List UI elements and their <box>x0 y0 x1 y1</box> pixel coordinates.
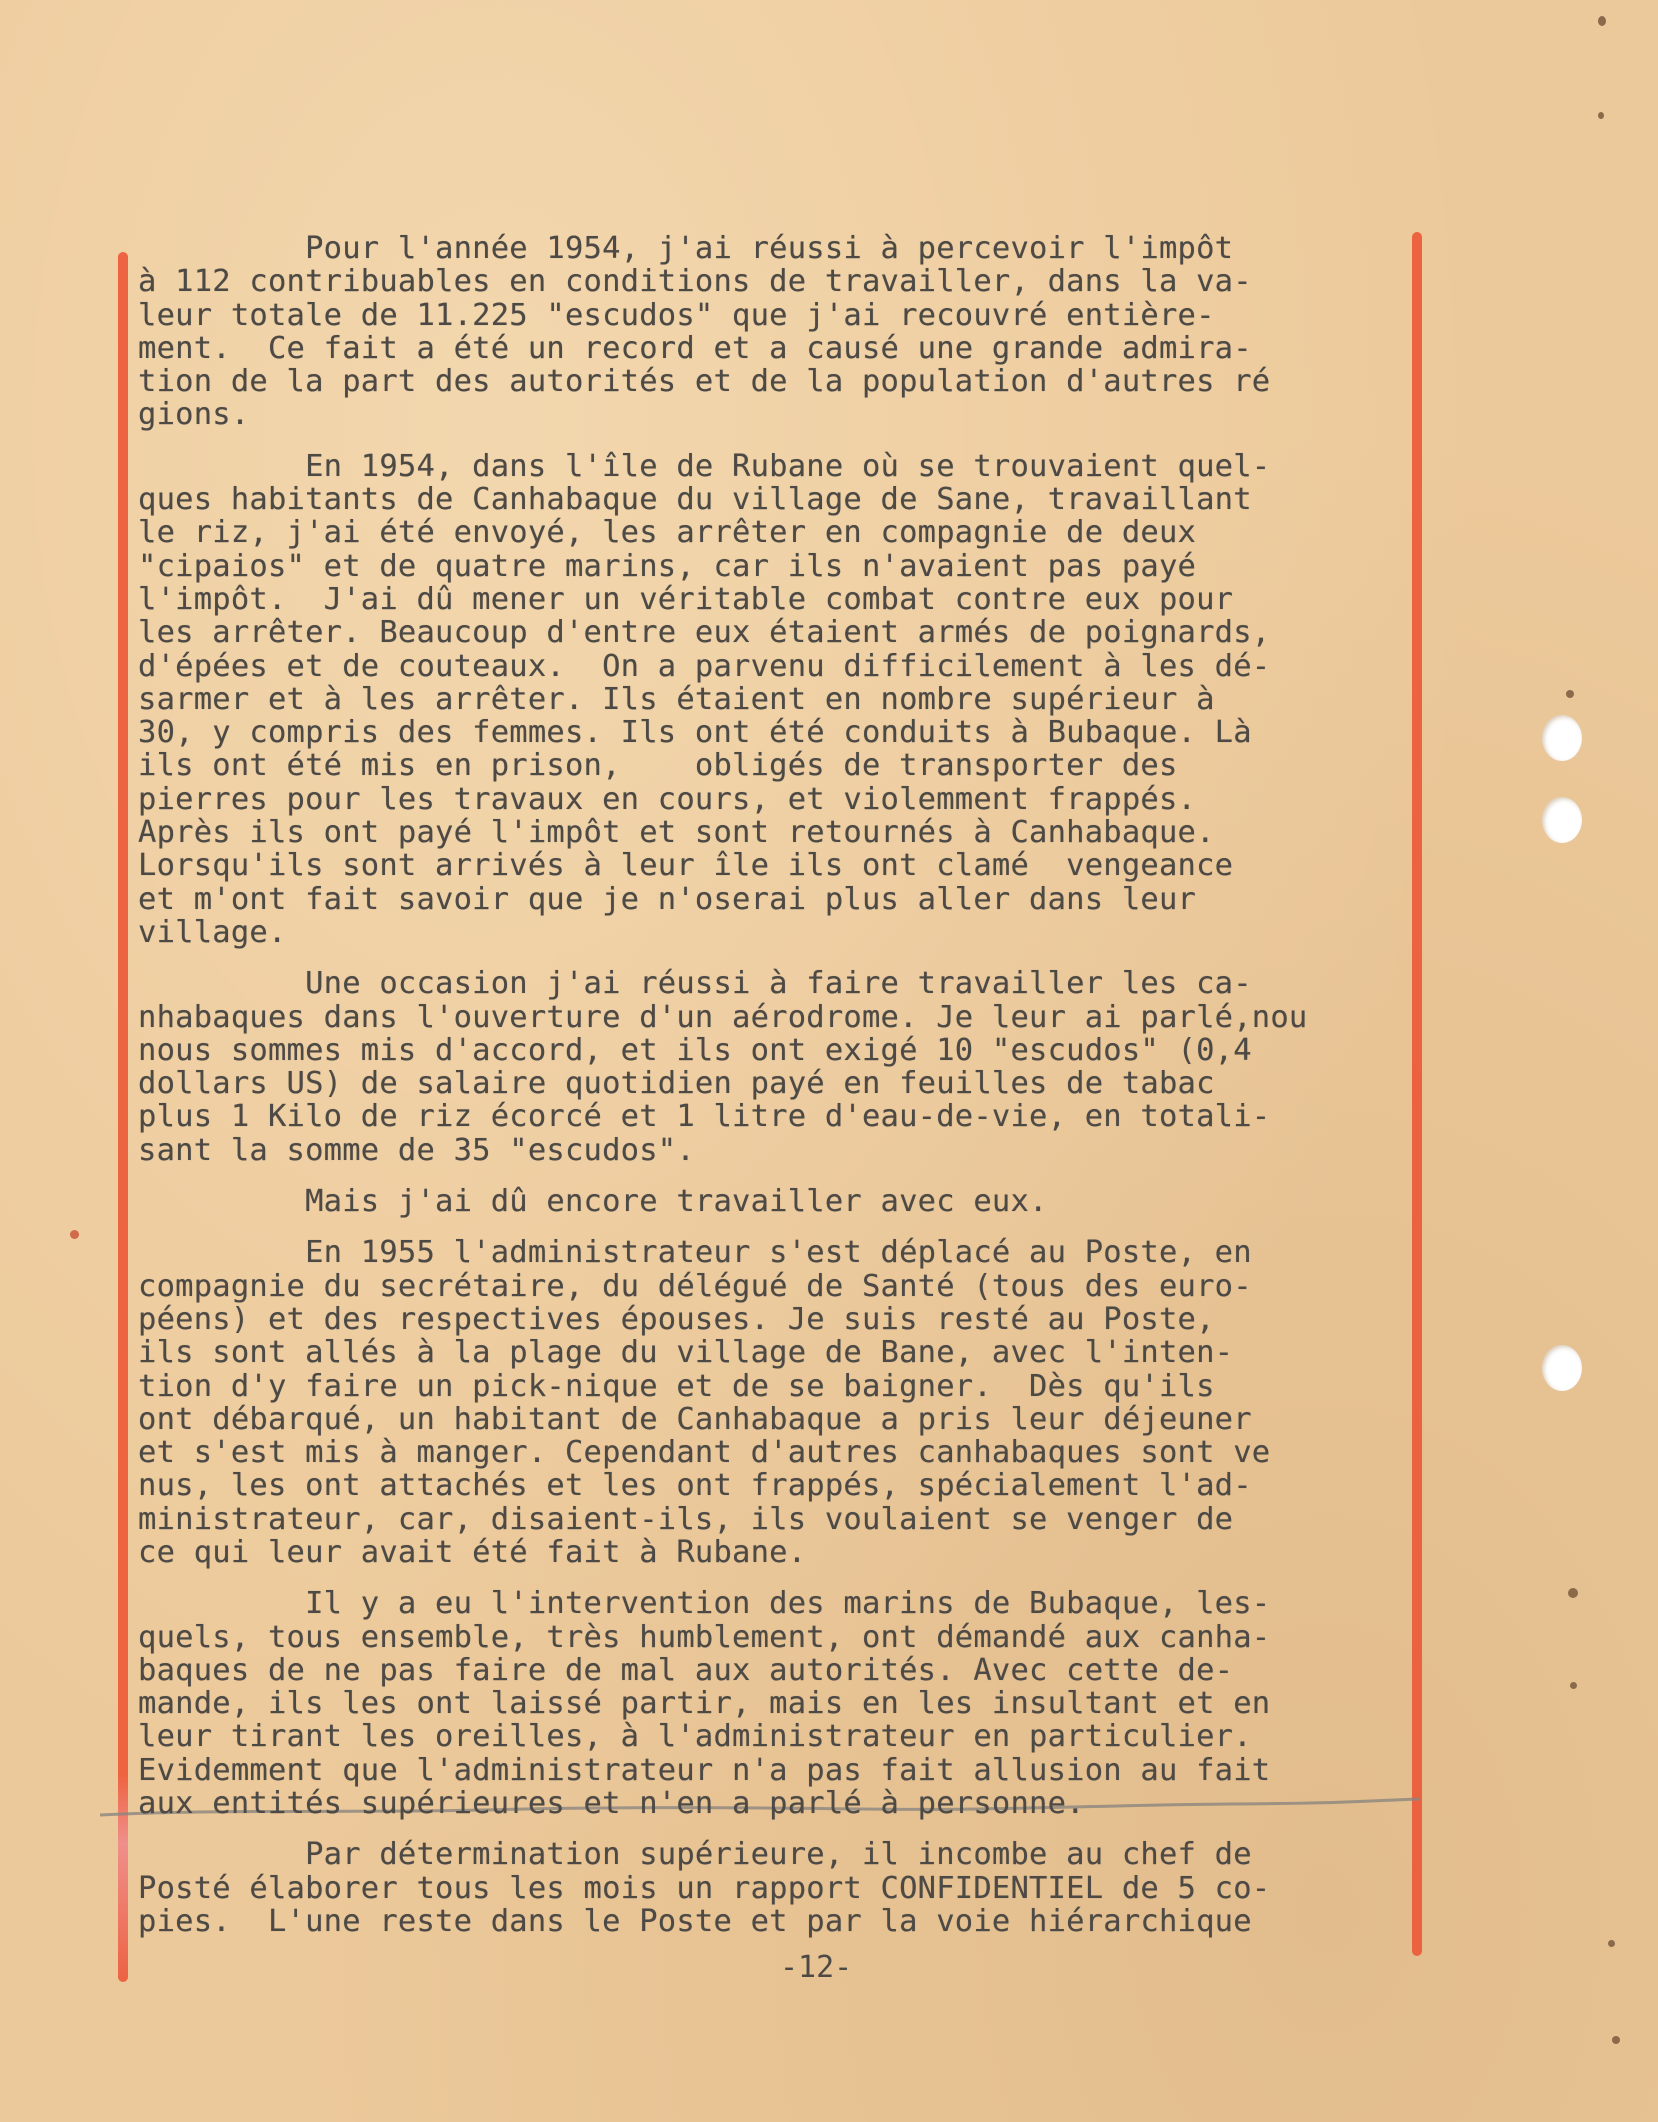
text-line: Après ils ont payé l'impôt et sont retournés à Canhabaque. <box>138 815 1215 851</box>
paragraph-gap <box>138 1167 1408 1185</box>
left-margin-line <box>118 252 128 1982</box>
paragraph <box>138 1185 1408 1218</box>
text-line: ques habitants de Canhabaque du village de Sane, travaillant <box>138 482 1252 518</box>
text-line: village. <box>138 914 287 950</box>
paragraph-gap <box>138 432 1408 450</box>
text-line: aux entités supérieures et n'en a parlé à personne. <box>138 1786 1085 1822</box>
paper-speck <box>1568 1588 1578 1598</box>
paragraph <box>138 450 1408 949</box>
text-line: pies. L'une reste dans le Poste et par la voie hiérarchique <box>138 1903 1252 1939</box>
text-line: d'épées et de couteaux. On a parvenu difficilement à les dé- <box>138 648 1271 684</box>
text-line: En 1955 l'administrateur s'est déplacé au Poste, en <box>138 1235 1252 1271</box>
text-line: "cipaios" et de quatre marins, car ils n'avaient pas payé <box>138 548 1197 584</box>
text-line: nous sommes mis d'accord, et ils ont exigé 10 "escudos" (0,4 <box>138 1032 1252 1068</box>
text-line: dollars US) de salaire quotidien payé en feuilles de tabac <box>138 1066 1215 1102</box>
paragraph-gap <box>138 949 1408 967</box>
text-line: tion de la part des autorités et de la population d'autres ré <box>138 364 1271 400</box>
text-line: ce qui leur avait été fait à Rubane. <box>138 1534 807 1570</box>
text-line: Par détermination supérieure, il incombe au chef de <box>138 1837 1252 1873</box>
paragraph-gap <box>138 1218 1408 1236</box>
paper-speck <box>1608 1940 1615 1947</box>
text-line: sant la somme de 35 "escudos". <box>138 1132 695 1168</box>
text-line: gions. <box>138 397 250 433</box>
text-line: tion d'y faire un pick-nique et de se baigner. Dès qu'ils <box>138 1368 1215 1404</box>
text-line: ont débarqué, un habitant de Canhabaque a pris leur déjeuner <box>138 1401 1252 1437</box>
text-line: nus, les ont attachés et les ont frappés, spécialement l'ad- <box>138 1468 1252 1504</box>
text-line: plus 1 Kilo de riz écorcé et 1 litre d'eau-de-vie, en totali- <box>138 1099 1271 1135</box>
text-line: et m'ont fait savoir que je n'oserai plus aller dans leur <box>138 881 1197 917</box>
text-line: ils ont été mis en prison, obligés de transporter des <box>138 748 1178 784</box>
text-line: péens) et des respectives épouses. Je suis resté au Poste, <box>138 1301 1215 1337</box>
text-line: pierres pour les travaux en cours, et violemment frappés. <box>138 781 1197 817</box>
paper-speck <box>70 1230 79 1239</box>
paragraph-gap <box>138 1569 1408 1587</box>
text-line: Il y a eu l'intervention des marins de Bubaque, les- <box>138 1586 1271 1622</box>
text-line: leur totale de 11.225 "escudos" que j'ai recouvré entière- <box>138 297 1215 333</box>
text-line: mande, ils les ont laissé partir, mais en les insultant et en <box>138 1686 1271 1722</box>
text-line: ministrateur, car, disaient-ils, ils voulaient se venger de <box>138 1501 1234 1537</box>
text-line: ils sont allés à la plage du village de Bane, avec l'inten- <box>138 1335 1234 1371</box>
punch-hole <box>1542 797 1582 843</box>
text-line: les arrêter. Beaucoup d'entre eux étaient armés de poignards, <box>138 615 1271 651</box>
text-line: leur tirant les oreilles, à l'administrateur en particulier. <box>138 1719 1252 1755</box>
text-line: à 112 contribuables en conditions de travailler, dans la va- <box>138 264 1252 300</box>
paper-speck <box>1598 112 1604 119</box>
text-line: baques de ne pas faire de mal aux autorités. Avec cette de- <box>138 1652 1234 1688</box>
text-line: l'impôt. J'ai dû mener un véritable combat contre eux pour <box>138 581 1234 617</box>
text-line: quels, tous ensemble, très humblement, ont démandé aux canha- <box>138 1619 1271 1655</box>
paragraph <box>138 232 1408 432</box>
punch-hole <box>1542 715 1582 761</box>
punch-hole <box>1542 1345 1582 1391</box>
page-number: -12- <box>780 1950 853 1985</box>
text-line: Lorsqu'ils sont arrivés à leur île ils ont clamé vengeance <box>138 848 1234 884</box>
text-line: Mais j'ai dû encore travailler avec eux. <box>138 1184 1048 1220</box>
paper-speck <box>1566 690 1574 698</box>
paper-speck <box>1598 16 1606 26</box>
paragraph <box>138 1236 1408 1569</box>
text-line: Une occasion j'ai réussi à faire travailler les ca- <box>138 966 1252 1002</box>
paragraph <box>138 1587 1408 1820</box>
text-line: 30, y compris des femmes. Ils ont été conduits à Bubaque. Là <box>138 715 1252 751</box>
paragraph <box>138 967 1408 1167</box>
right-margin-line <box>1412 232 1422 1956</box>
paragraph <box>138 1838 1408 1938</box>
paragraph-gap <box>138 1820 1408 1838</box>
text-line: et s'est mis à manger. Cependant d'autres canhabaques sont ve <box>138 1435 1271 1471</box>
text-line: Posté élaborer tous les mois un rapport CONFIDENTIEL de 5 co- <box>138 1870 1271 1906</box>
paper-speck <box>1612 2036 1620 2044</box>
paper-speck <box>1570 1682 1577 1689</box>
text-line: nhabaques dans l'ouverture d'un aérodrome. Je leur ai parlé,nou <box>138 999 1308 1035</box>
text-line: compagnie du secrétaire, du délégué de Santé (tous des euro- <box>138 1268 1252 1304</box>
typewritten-text <box>138 232 1408 1938</box>
text-line: En 1954, dans l'île de Rubane où se trouvaient quel- <box>138 448 1271 484</box>
text-line: le riz, j'ai été envoyé, les arrêter en compagnie de deux <box>138 515 1197 551</box>
text-line: sarmer et à les arrêter. Ils étaient en nombre supérieur à <box>138 681 1215 717</box>
text-line: Pour l'année 1954, j'ai réussi à percevoir l'impôt <box>138 231 1234 266</box>
text-line: ment. Ce fait a été un record et a causé une grande admira- <box>138 330 1252 366</box>
text-line: Evidemment que l'administrateur n'a pas fait allusion au fait <box>138 1752 1271 1788</box>
